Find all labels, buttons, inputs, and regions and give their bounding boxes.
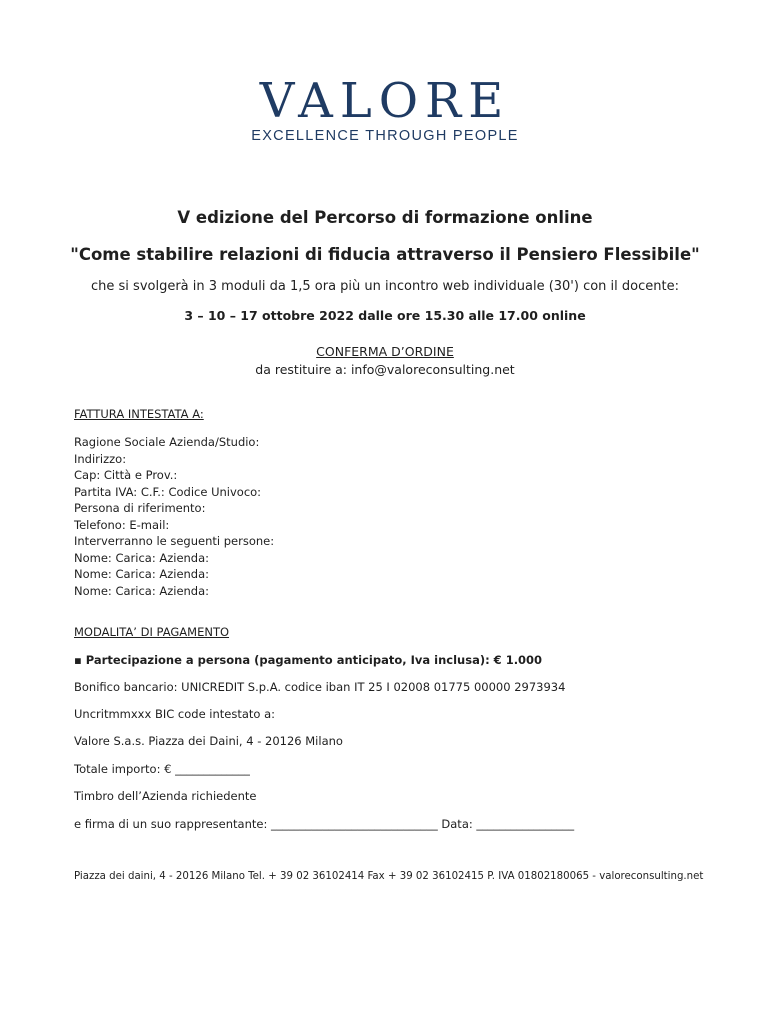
field-participants: Interverranno le seguenti persone: xyxy=(74,534,275,548)
course-dates: 3 – 10 – 17 ottobre 2022 dalle ore 15.30 alle 17.00 online xyxy=(184,308,586,323)
valore-logo xyxy=(0,73,770,144)
field-participant-3: Nome: Carica: Azienda: xyxy=(74,583,210,598)
payment-participation: ▪ Partecipazione a persona (pagamento anticipato, Iva inclusa): € 1.000 xyxy=(74,653,543,667)
return-email: da restituire a: info@valoreconsulting.net xyxy=(255,362,515,377)
course-description: che si svolgerà in 3 moduli da 1,5 ora più un incontro web individuale (30') con il docente: xyxy=(91,279,679,294)
field-address: Indirizzo: xyxy=(74,451,127,466)
payment-total: Totale importo: € _____________ xyxy=(74,762,250,776)
confirm-order-heading: CONFERMA D’ORDINE xyxy=(316,344,454,359)
payment-beneficiary: Valore S.a.s. Piazza dei Daini, 4 - 20126 Milano xyxy=(74,734,343,748)
payment-bank: Bonifico bancario: UNICREDIT S.p.A. codice iban IT 25 I 02008 01775 00000 2973934 xyxy=(74,680,566,694)
field-participant-1: Nome: Carica: Azienda: xyxy=(74,550,210,565)
field-company: Ragione Sociale Azienda/Studio: xyxy=(74,435,260,449)
field-contact-person: Persona di riferimento: xyxy=(74,501,206,515)
payment-signature: e firma di un suo rappresentante: _____________________________ Data: _________________ xyxy=(74,817,575,831)
field-participant-2: Nome: Carica: Azienda: xyxy=(74,567,210,581)
page-footer: Piazza dei daini, 4 - 20126 Milano Tel. + 39 02 36102414 Fax + 39 02 36102415 P. IVA 01802180065 - valoreconsulting.net xyxy=(74,871,704,882)
invoice-heading: FATTURA INTESTATA A: xyxy=(74,407,204,421)
field-zip-city: Cap: Città e Prov.: xyxy=(74,468,178,482)
logo-wordmark: VALORE xyxy=(259,73,511,129)
field-vat: Partita IVA: C.F.: Codice Univoco: xyxy=(74,484,262,499)
field-phone-email: Telefono: E-mail: xyxy=(74,517,170,532)
payment-stamp: Timbro dell’Azienda richiedente xyxy=(74,789,257,803)
payment-bic: Uncritmmxxx BIC code intestato a: xyxy=(74,707,276,721)
title-course: "Come stabilire relazioni di fiducia attraverso il Pensiero Flessibile" xyxy=(70,245,700,264)
title-edition: V edizione del Percorso di formazione online xyxy=(177,208,593,227)
payment-heading: MODALITA’ DI PAGAMENTO xyxy=(74,625,230,639)
invoice-fields xyxy=(74,434,274,599)
logo-tagline: EXCELLENCE THROUGH PEOPLE xyxy=(251,128,519,144)
